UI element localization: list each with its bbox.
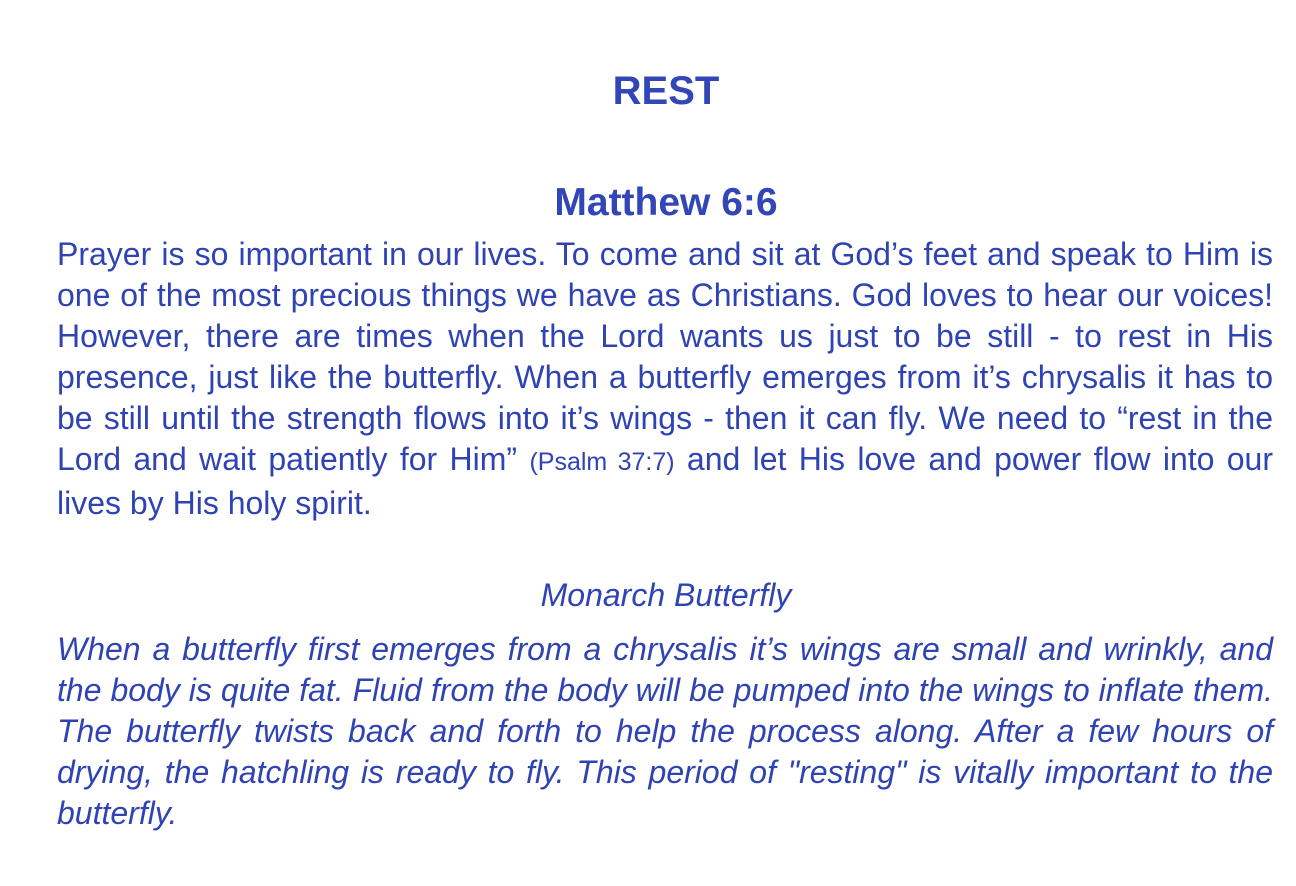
main-paragraph bbox=[57, 234, 1273, 524]
scripture-heading: Matthew 6:6 bbox=[554, 181, 778, 224]
main-paragraph-ending: and let His love and power flow into our lives by His holy spirit. bbox=[57, 441, 1274, 521]
section-caption: Monarch Butterfly bbox=[540, 577, 792, 613]
butterfly-paragraph: When a butterfly first emerges from a chrysalis it’s wings are small and wrinkly, and the body is quite fat. Fluid from the body will be pumped into the wings to inflate them. The butterfly twists back and forth to help the process along. After a few hours of drying, the hatchling is ready to fly. This period of "resting" is vitally important to the butterfly. bbox=[57, 631, 1273, 831]
main-paragraph-text: Prayer is so important in our lives. To come and sit at God’s feet and speak to Him is one of the most precious things we have as Christians. God loves to hear our voices! However, there are times when the Lord wants us just to be still - to rest in His presence, just like the butterfly. When a butterfly emerges from it’s chrysalis it has to be still until the strength flows into it’s wings - then it can fly. We need to “rest in the Lord and wait patiently for Him” bbox=[57, 236, 1273, 477]
document-title: REST bbox=[612, 69, 720, 113]
psalm-reference: (Psalm 37:7) bbox=[529, 448, 675, 476]
